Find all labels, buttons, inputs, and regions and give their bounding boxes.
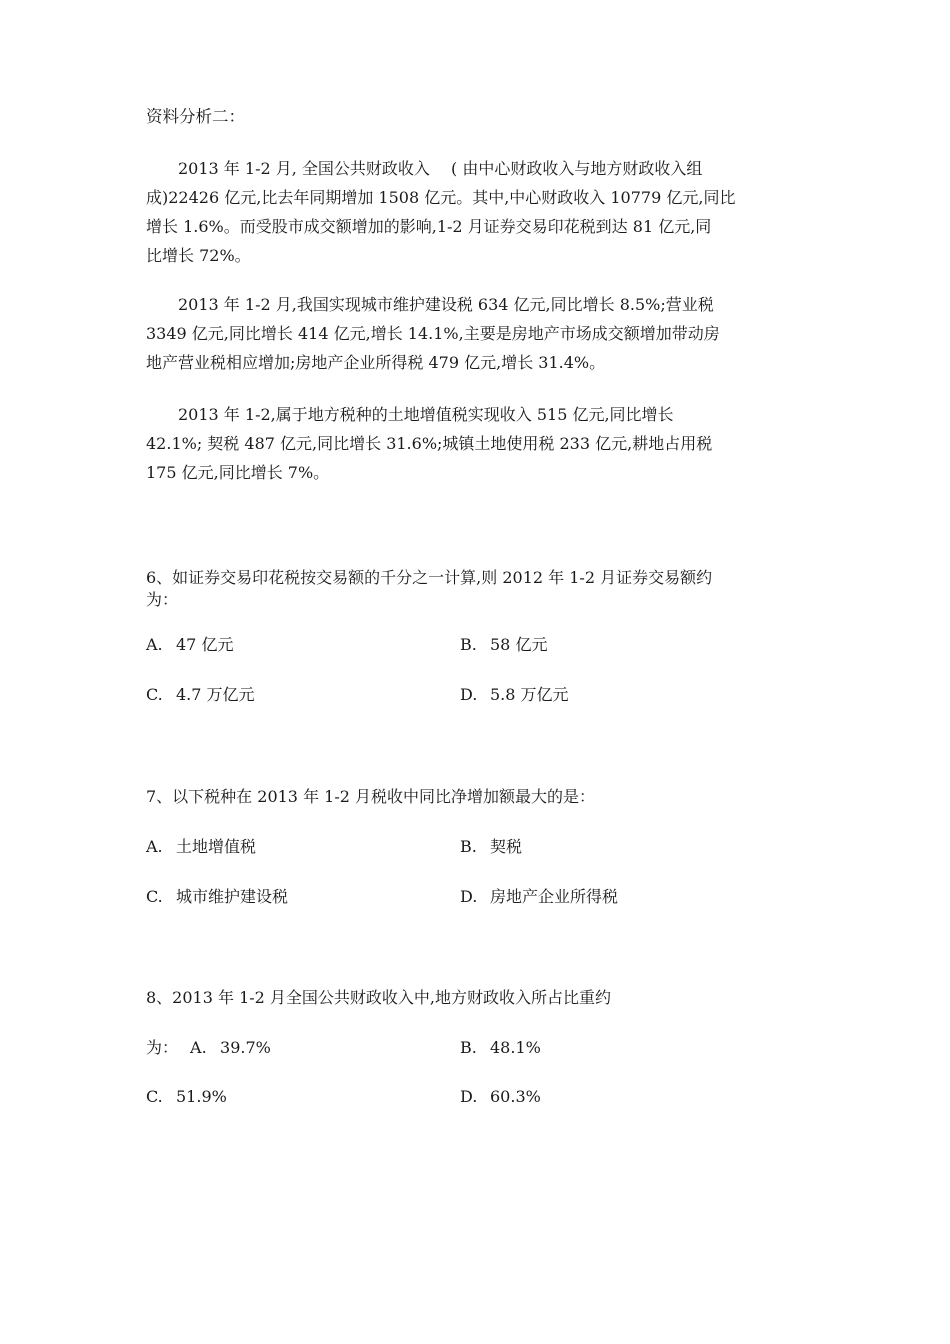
- option-letter: D.: [460, 887, 478, 906]
- option-letter: D.: [460, 1087, 478, 1106]
- option-text: 39.7%: [220, 1038, 271, 1057]
- question-7-option-d[interactable]: [460, 886, 618, 908]
- question-7-option-a[interactable]: [146, 836, 256, 858]
- question-stem-line: 为：: [146, 590, 179, 609]
- question-6-option-a[interactable]: [146, 634, 233, 656]
- option-letter: B.: [460, 1038, 477, 1057]
- option-letter: A.: [146, 837, 163, 856]
- question-7-option-b[interactable]: [460, 836, 522, 858]
- paragraph-line: 增长 1.6%。而受股市成交额增加的影响,1-2 月证券交易印花税到达 81 亿元,同: [146, 217, 712, 236]
- option-text: 房地产企业所得税: [490, 887, 619, 906]
- option-letter: B.: [460, 635, 477, 654]
- question-8-stem: [146, 987, 806, 1009]
- section-title: 资料分析二：: [146, 107, 245, 126]
- paragraph-line: 42.1%; 契税 487 亿元,同比增长 31.6%;城镇土地使用税 233 亿元,耕地占用税: [146, 434, 713, 453]
- paragraph-line: 2013 年 1-2 月,我国实现城市维护建设税 634 亿元,同比增长 8.5%;营业税: [146, 295, 714, 314]
- option-text: 58 亿元: [490, 635, 548, 654]
- option-letter: C.: [146, 685, 163, 704]
- question-6-option-c[interactable]: [146, 684, 255, 706]
- paragraph-3: [146, 400, 806, 487]
- question-8-option-a[interactable]: [146, 1037, 271, 1059]
- question-6-stem: [146, 567, 806, 611]
- question-8-option-c[interactable]: [146, 1086, 227, 1108]
- option-letter: C.: [146, 1087, 163, 1106]
- paragraph-line: 175 亿元,同比增长 7%。: [146, 463, 330, 482]
- option-letter: D.: [460, 685, 478, 704]
- question-stem-line: 6、如证券交易印花税按交易额的千分之一计算,则 2012 年 1-2 月证券交易额约: [146, 568, 713, 587]
- paragraph-2: [146, 290, 806, 377]
- option-text: 51.9%: [176, 1087, 227, 1106]
- option-letter: A.: [146, 635, 163, 654]
- paragraph-line: 3349 亿元,同比增长 414 亿元,增长 14.1%,主要是房地产市场成交额增加带动房: [146, 324, 720, 343]
- question-8-option-d[interactable]: [460, 1086, 541, 1108]
- question-6-option-d[interactable]: [460, 684, 569, 706]
- option-letter: A.: [190, 1038, 207, 1057]
- option-text: 47 亿元: [176, 635, 234, 654]
- option-text: 60.3%: [490, 1087, 541, 1106]
- paragraph-1: [146, 154, 806, 270]
- paragraph-line: 地产营业税相应增加;房地产企业所得税 479 亿元,增长 31.4%。: [146, 353, 606, 372]
- option-text: 城市维护建设税: [176, 887, 289, 906]
- paragraph-line: 2013 年 1-2,属于地方税种的土地增值税实现收入 515 亿元,同比增长: [146, 405, 674, 424]
- question-7-option-c[interactable]: [146, 886, 288, 908]
- option-text: 5.8 万亿元: [490, 685, 569, 704]
- paragraph-line: 比增长 72%。: [146, 246, 251, 265]
- question-8-option-b[interactable]: [460, 1037, 541, 1059]
- option-letter: C.: [146, 887, 163, 906]
- option-text: 契税: [490, 837, 523, 856]
- question-stem-line: 8、2013 年 1-2 月全国公共财政收入中,地方财政收入所占比重约: [146, 988, 612, 1007]
- option-text: 48.1%: [490, 1038, 541, 1057]
- option-letter: B.: [460, 837, 477, 856]
- option-text: 土地增值税: [176, 837, 257, 856]
- paragraph-line: 2013 年 1-2 月, 全国公共财政收入 ( 由中心财政收入与地方财政收入组: [146, 159, 703, 178]
- question-6-option-b[interactable]: [460, 634, 547, 656]
- question-7-stem: [146, 786, 806, 808]
- question-stem-tail: 为：: [146, 1038, 179, 1057]
- question-stem-line: 7、以下税种在 2013 年 1-2 月税收中同比净增加额最大的是：: [146, 787, 596, 806]
- paragraph-line: 成)22426 亿元,比去年同期增加 1508 亿元。其中,中心财政收入 10779 亿元,同比: [146, 188, 736, 207]
- option-text: 4.7 万亿元: [176, 685, 255, 704]
